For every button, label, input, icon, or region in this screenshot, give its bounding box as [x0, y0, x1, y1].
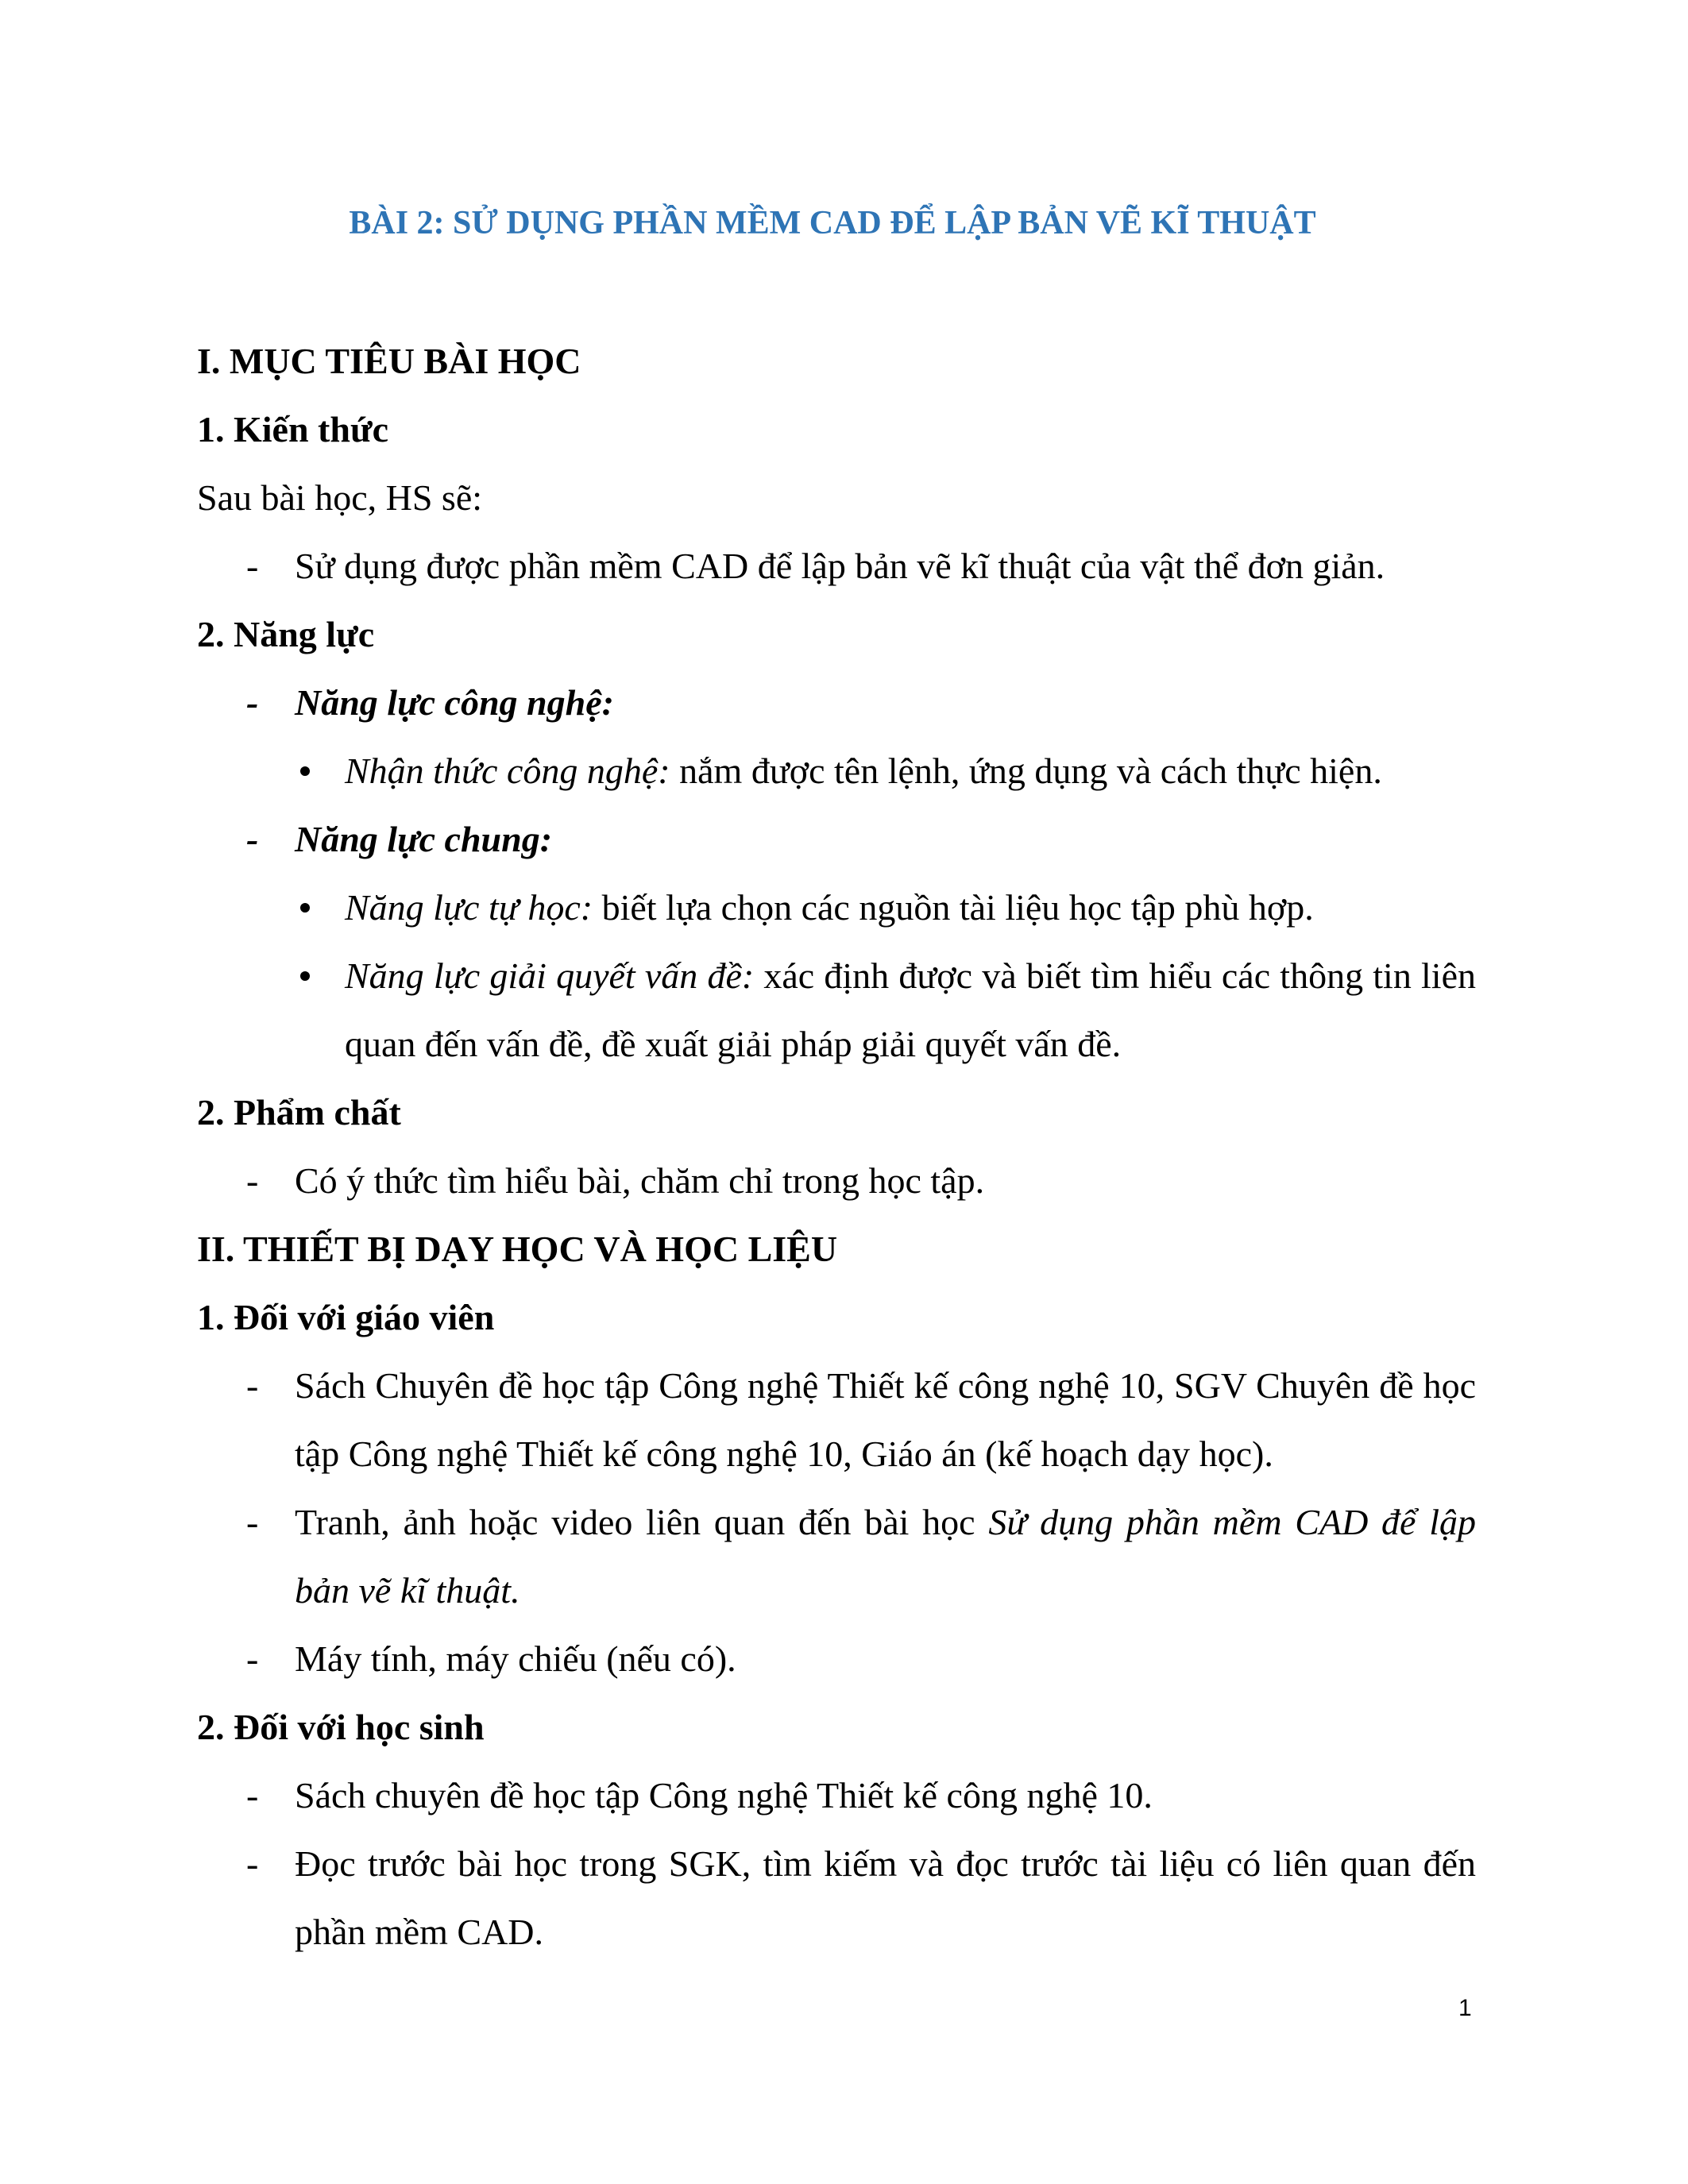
subsection-heading: 2. Phẩm chất: [197, 1092, 401, 1133]
bullet-label: Nhận thức công nghệ:: [345, 751, 670, 791]
section-heading: II. THIẾT BỊ DẠY HỌC VÀ HỌC LIỆU: [197, 1229, 838, 1269]
subsection-heading: 2. Đối với học sinh: [197, 1707, 485, 1747]
dash-list-item: - Sử dụng được phần mềm CAD để lập bản vẽ kĩ thuật của vật thể đơn giản.: [197, 532, 1476, 600]
dash-list-item: - Có ý thức tìm hiểu bài, chăm chỉ trong học tập.: [197, 1147, 1476, 1215]
dash-list-item: [197, 1488, 1476, 1625]
bullet-label: Năng lực tự học:: [345, 887, 593, 928]
page-number: 1: [1458, 1995, 1472, 2021]
dash-list-item: - Sách chuyên đề học tập Công nghệ Thiết kế công nghệ 10.: [197, 1761, 1476, 1830]
bullet-text: xác định được và biết tìm hiểu các thông tin liên quan đến vấn đề, đề xuất giải pháp giải quyết vấn đề.: [345, 955, 1476, 1064]
bullet-text: biết lựa chọn các nguồn tài liệu học tập phù hợp.: [593, 887, 1314, 928]
dash-list-item: - Năng lực công nghệ:: [197, 669, 1476, 737]
bullet-list-item: [197, 874, 1476, 942]
document-page: [197, 189, 1476, 1966]
lesson-title: BÀI 2: SỬ DỤNG PHẦN MỀM CAD ĐỂ LẬP BẢN VẼ KĨ THUẬT: [349, 205, 1316, 241]
bullet-list-item: [197, 942, 1476, 1078]
dash-list-item: - Năng lực chung:: [197, 805, 1476, 874]
dash-list-item: - Đọc trước bài học trong SGK, tìm kiếm và đọc trước tài liệu có liên quan đến phần mềm CAD.: [197, 1830, 1476, 1966]
subsection-heading: 2. Năng lực: [197, 614, 375, 654]
item-text: Tranh, ảnh hoặc video liên quan đến bài học: [295, 1502, 989, 1542]
bullet-label: Năng lực giải quyết vấn đề:: [345, 955, 755, 996]
subsection-heading: 1. Kiến thức: [197, 409, 388, 450]
item-italic-text: Sử dụng phần mềm CAD để lập bản vẽ kĩ thuật.: [295, 1502, 1476, 1611]
bullet-text: nắm được tên lệnh, ứng dụng và cách thực hiện.: [670, 751, 1382, 791]
subsection-heading: 1. Đối với giáo viên: [197, 1297, 495, 1337]
paragraph: Sau bài học, HS sẽ:: [197, 477, 483, 518]
section-heading: I. MỤC TIÊU BÀI HỌC: [197, 341, 581, 381]
dash-list-item: - Sách Chuyên đề học tập Công nghệ Thiết kế công nghệ 10, SGV Chuyên đề học tập Công nghệ Thiết kế công nghệ 10, Giáo án (kế hoạch dạy học).: [197, 1352, 1476, 1488]
bullet-list-item: [197, 737, 1476, 805]
dash-list-item: - Máy tính, máy chiếu (nếu có).: [197, 1625, 1476, 1693]
